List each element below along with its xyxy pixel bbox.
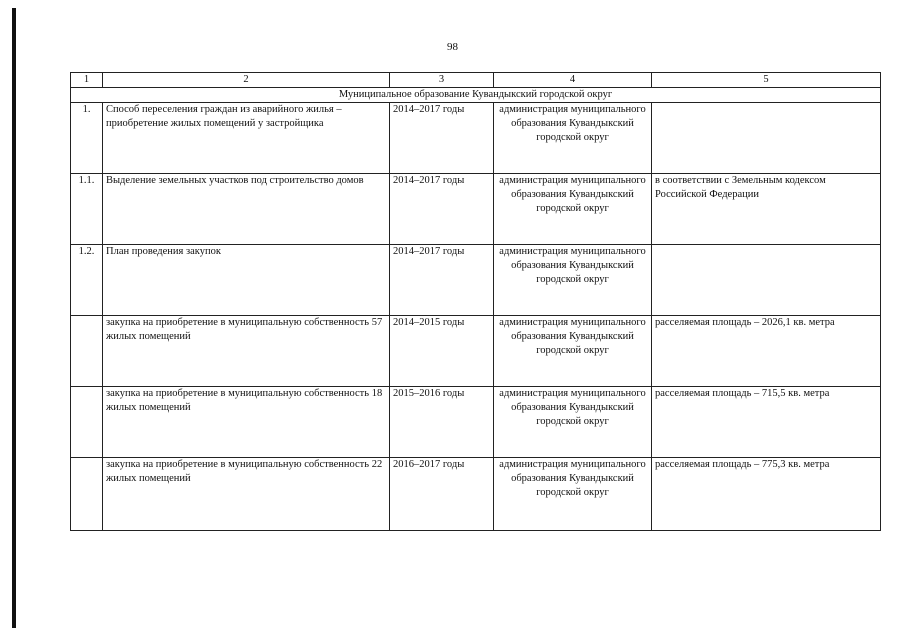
table-row	[71, 174, 881, 245]
page-number: 98	[447, 41, 458, 53]
row-number: 1.1.	[71, 174, 103, 245]
executor-cell: администрация муниципального образования Кувандыкский городской округ	[494, 103, 652, 174]
table-header-row	[71, 73, 881, 88]
period-cell: 2014–2017 годы	[390, 103, 494, 174]
table-row	[71, 387, 881, 458]
executor-cell: администрация муниципального образования Кувандыкский городской округ	[494, 316, 652, 387]
period-cell: 2016–2017 годы	[390, 458, 494, 531]
period-cell: 2014–2017 годы	[390, 245, 494, 316]
row-number	[71, 316, 103, 387]
table-row	[71, 103, 881, 174]
note-cell	[652, 245, 881, 316]
table-row	[71, 316, 881, 387]
note-cell: расселяемая площадь – 2026,1 кв. метра	[652, 316, 881, 387]
activity-cell: закупка на приобретение в муниципальную собственность 18 жилых помещений	[103, 387, 390, 458]
note-cell: в соответствии с Земельным кодексом Российской Федерации	[652, 174, 881, 245]
section-row	[71, 88, 881, 103]
period-cell: 2015–2016 годы	[390, 387, 494, 458]
period-cell: 2014–2015 годы	[390, 316, 494, 387]
activity-cell: закупка на приобретение в муниципальную собственность 22 жилых помещений	[103, 458, 390, 531]
row-number	[71, 387, 103, 458]
header-col-1: 1	[71, 73, 103, 88]
plan-table	[70, 72, 881, 531]
activity-cell: План проведения закупок	[103, 245, 390, 316]
row-number: 1.	[71, 103, 103, 174]
row-number: 1.2.	[71, 245, 103, 316]
executor-cell: администрация муниципального образования Кувандыкский городской округ	[494, 174, 652, 245]
note-cell: расселяемая площадь – 775,3 кв. метра	[652, 458, 881, 531]
section-title: Муниципальное образование Кувандыкский городской округ	[71, 88, 881, 103]
scan-edge-bar	[12, 8, 16, 628]
activity-cell: Выделение земельных участков под строительство домов	[103, 174, 390, 245]
period-cell: 2014–2017 годы	[390, 174, 494, 245]
row-number	[71, 458, 103, 531]
header-col-5: 5	[652, 73, 881, 88]
header-col-2: 2	[103, 73, 390, 88]
table-row	[71, 245, 881, 316]
activity-cell: закупка на приобретение в муниципальную собственность 57 жилых помещений	[103, 316, 390, 387]
note-cell	[652, 103, 881, 174]
executor-cell: администрация муниципального образования Кувандыкский городской округ	[494, 245, 652, 316]
executor-cell: администрация муниципального образования Кувандыкский городской округ	[494, 387, 652, 458]
header-col-3: 3	[390, 73, 494, 88]
activity-cell: Способ переселения граждан из аварийного жилья – приобретение жилых помещений у застройщика	[103, 103, 390, 174]
note-cell: расселяемая площадь – 715,5 кв. метра	[652, 387, 881, 458]
table-row	[71, 458, 881, 531]
executor-cell: администрация муниципального образования Кувандыкский городской округ	[494, 458, 652, 531]
header-col-4: 4	[494, 73, 652, 88]
